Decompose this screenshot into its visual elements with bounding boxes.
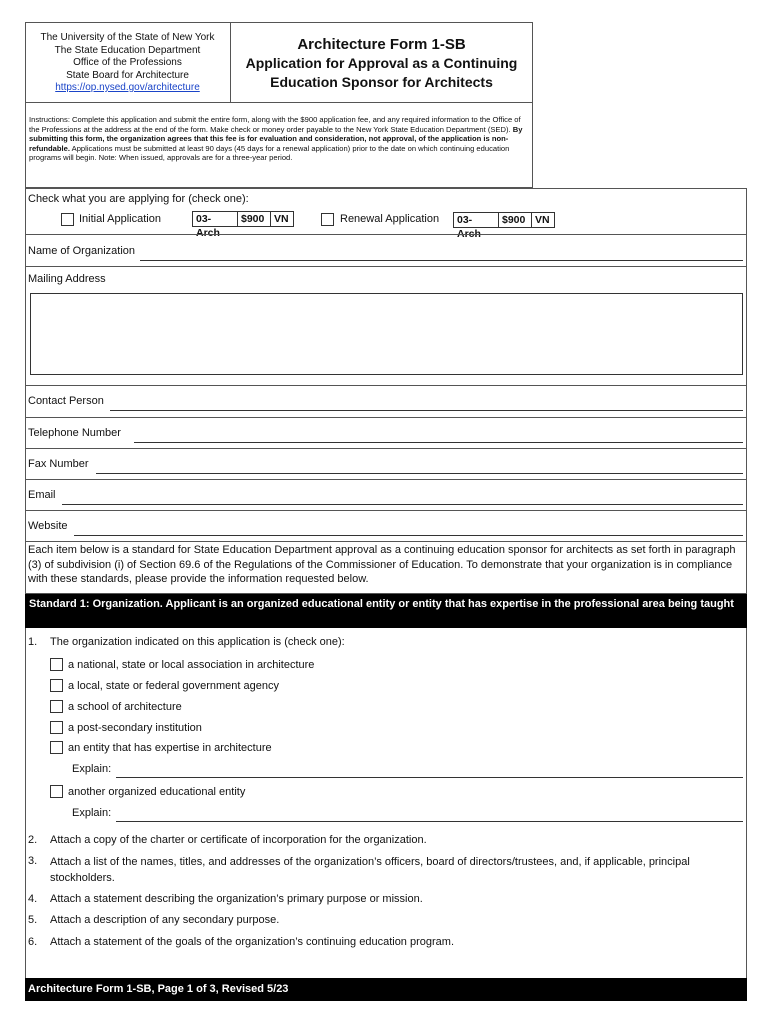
instructions-part2: Applications must be submitted at least 90 days (45 days for a renewal application) prior to the date on which continuing education programs will begin. Note: When issued, approvals are for a three-year period. [29,143,510,163]
frame-right [746,628,747,978]
option-association-label: a national, state or local association in architecture [68,659,315,671]
item-3-number: 3. [28,855,38,867]
option-government-label: a local, state or federal government agency [68,680,279,692]
row-rule [25,266,747,267]
website-input[interactable] [74,535,743,536]
item-6-number: 6. [28,936,38,948]
explain-label-expertise: Explain: [72,763,112,775]
name-of-organization-input[interactable] [140,260,743,261]
option-school-label: a school of architecture [68,701,182,713]
email-label: Email [28,489,56,501]
initial-code-1: 03-Arch [192,211,238,227]
row-rule [25,448,747,449]
row-rule [25,385,747,386]
header-bottom-rule [25,102,533,103]
option-expertise-checkbox[interactable] [50,741,63,754]
initial-application-checkbox[interactable] [61,213,74,226]
item-6-text: Attach a statement of the goals of the organization’s continuing education program. [50,936,454,948]
renewal-application-checkbox[interactable] [321,213,334,226]
initial-application-label: Initial Application [79,213,161,225]
explain-label-other: Explain: [72,807,112,819]
form-title-block [230,35,533,92]
item-1-text: The organization indicated on this application is (check one): [50,636,345,648]
application-type-prompt: Check what you are applying for (check one): [28,193,249,205]
item-5-number: 5. [28,914,38,926]
option-school-checkbox[interactable] [50,700,63,713]
name-of-organization-label: Name of Organization [28,245,135,257]
renewal-code-3: VN [531,212,555,228]
option-government-checkbox[interactable] [50,679,63,692]
mailing-address-textarea[interactable] [30,293,743,375]
telephone-number-input[interactable] [134,442,743,443]
form-title: Architecture Form 1-SB [297,36,466,53]
standard1-heading: Standard 1: Organization. Applicant is an organized educational entity or entity that has expertise in the professional area being taught [25,594,747,628]
form-subtitle-line1: Application for Approval as a Continuing [245,55,518,71]
option-other-checkbox[interactable] [50,785,63,798]
option-postsecondary-checkbox[interactable] [50,721,63,734]
row-rule [25,510,747,511]
renewal-code-2: $900 [498,212,532,228]
option-expertise-label: an entity that has expertise in architecture [68,742,272,754]
fax-number-label: Fax Number [28,458,89,470]
agency-website-link[interactable]: https://op.nysed.gov/architecture [55,82,200,93]
item-1-number: 1. [28,636,38,648]
frame-left [25,628,26,978]
option-association-checkbox[interactable] [50,658,63,671]
row-rule [25,479,747,480]
initial-code-2: $900 [237,211,271,227]
explain-expertise-input[interactable] [116,777,743,778]
form-subtitle-line2: Education Sponsor for Architects [270,74,493,90]
instructions-text [29,115,525,163]
agency-line-3: Office of the Professions [73,57,182,68]
website-label: Website [28,520,68,532]
email-input[interactable] [62,504,743,505]
instructions-part1: Instructions: Complete this application and submit the entire form, along with the $900 application fee, and any required information to the Office of the Professions at the address at the end of the form. Make check or money order payable to the New York State Education Department (SED). [29,115,521,134]
item-4-number: 4. [28,893,38,905]
item-3-text: Attach a list of the names, titles, and addresses of the organization’s officers, board of directors/trustees, and, if applicable, principal stockholders. [50,856,690,884]
fax-number-input[interactable] [96,473,743,474]
initial-code-3: VN [270,211,294,227]
renewal-code-1: 03-Arch [453,212,499,228]
standards-intro-text: Each item below is a standard for State Education Department approval as a continuing education sponsor for architects as set forth in paragraph (3) of subdivision (i) of Section 69.6 of the Regulations of the Commissioner of Education. To demonstrate that your organization is in compliance with these standards, please provide the information requested below. [28,544,736,585]
contact-person-input[interactable] [110,410,743,411]
row-rule [25,417,747,418]
row-rule [25,541,747,542]
telephone-number-label: Telephone Number [28,427,121,439]
item-2-text: Attach a copy of the charter or certificate of incorporation for the organization. [50,834,427,846]
instructions-bold: By submitting this form, the organization agrees that this fee is for evaluation and consideration, not approval, of the application is non-refundable. [29,124,523,153]
contact-person-label: Contact Person [28,395,104,407]
item-4-text: Attach a statement describing the organization’s primary purpose or mission. [50,893,423,905]
agency-line-4: State Board for Architecture [66,69,189,81]
item-2-number: 2. [28,834,38,846]
item-5-text: Attach a description of any secondary purpose. [50,914,280,926]
explain-other-input[interactable] [116,821,743,822]
agency-line-1: The University of the State of New York [40,32,215,43]
row-rule [25,234,747,235]
mailing-address-label: Mailing Address [28,273,106,285]
option-postsecondary-label: a post-secondary institution [68,722,202,734]
renewal-application-label: Renewal Application [340,213,440,225]
page-footer: Architecture Form 1-SB, Page 1 of 3, Revised 5/23 [25,978,747,1001]
agency-block [25,32,230,95]
option-other-label: another organized educational entity [68,786,246,798]
agency-line-2: The State Education Department [54,44,201,56]
